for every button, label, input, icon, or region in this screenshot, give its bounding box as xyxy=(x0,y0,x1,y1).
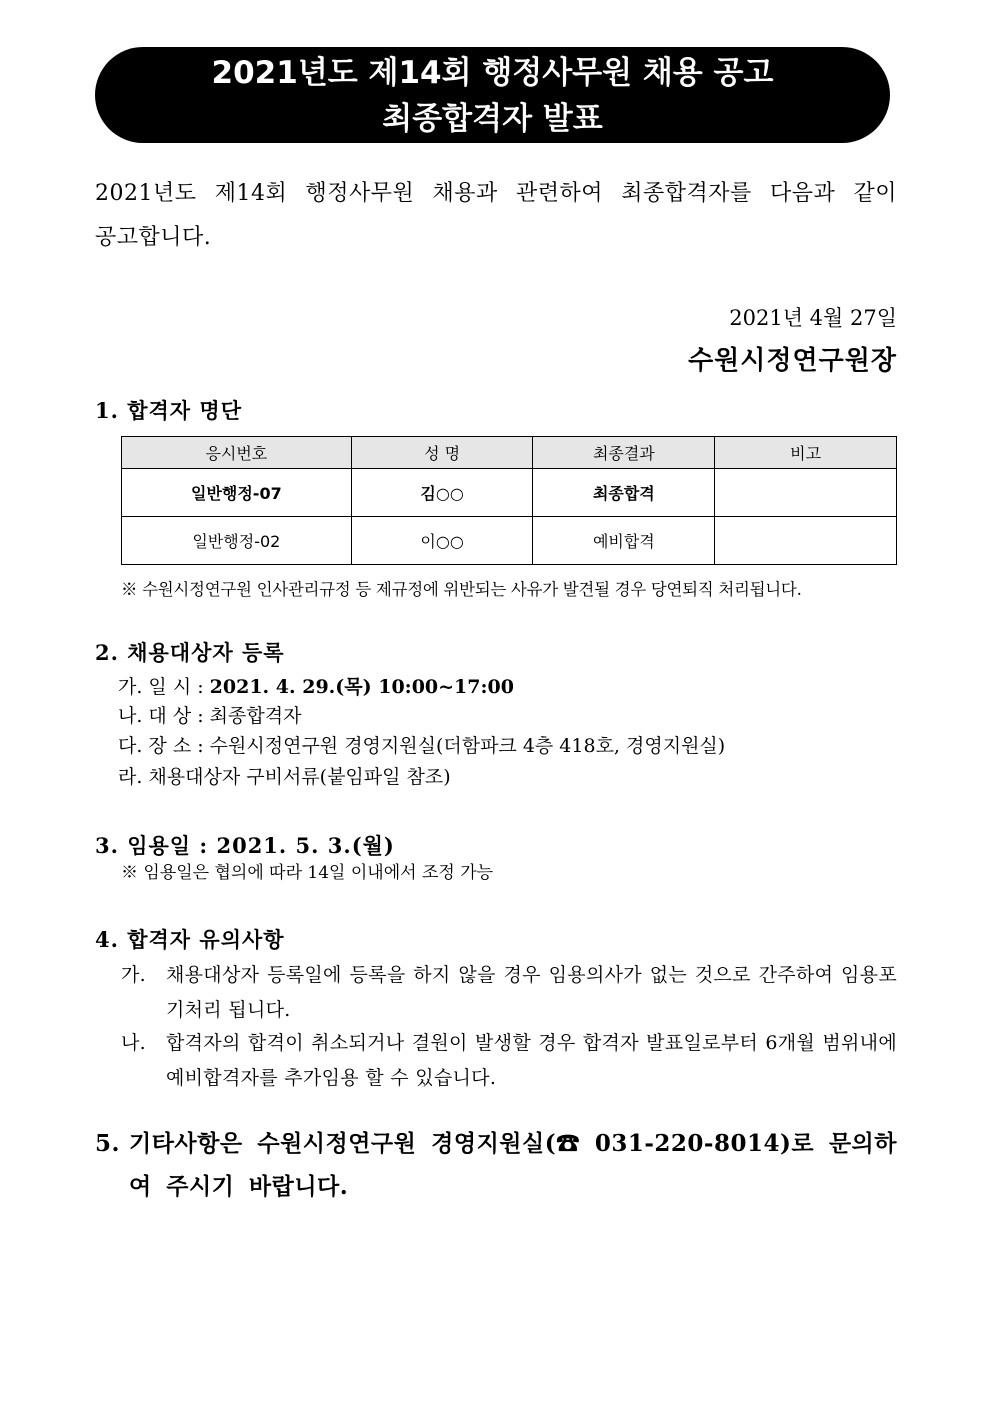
table-cell: 일반행정-07 xyxy=(122,469,352,517)
title-line-1: 2021년도 제14회 행정사무원 채용 공고 xyxy=(211,55,774,91)
table-cell: 예비합격 xyxy=(533,517,715,565)
notice-item xyxy=(121,1026,897,1096)
registration-documents xyxy=(118,762,451,789)
table-cell: 김○○ xyxy=(351,469,533,517)
section-1-heading: 1. 합격자 명단 xyxy=(95,398,242,423)
table-cell xyxy=(715,469,897,517)
section-2-heading: 2. 채용대상자 등록 xyxy=(95,640,285,665)
title-line-2: 최종합격자 발표 xyxy=(382,101,603,137)
table-cell: 이○○ xyxy=(351,517,533,565)
column-header: 성 명 xyxy=(351,437,533,469)
item-label: 가. 일 시 : xyxy=(118,676,210,698)
item-marker: 5. xyxy=(95,1130,121,1157)
item-marker: 나. xyxy=(121,1032,146,1054)
announcement-date: 2021년 4월 27일 xyxy=(729,306,897,330)
column-header: 최종결과 xyxy=(533,437,715,469)
section-3-heading: 3. 임용일 : 2021. 5. 3.(월) xyxy=(95,833,395,858)
title-banner xyxy=(95,47,890,143)
registration-place xyxy=(118,731,725,758)
column-header: 응시번호 xyxy=(122,437,352,469)
item-marker: 가. xyxy=(121,964,146,986)
contact-notice xyxy=(95,1122,897,1208)
table-row xyxy=(122,517,897,565)
notice-item xyxy=(121,958,897,1028)
results-table xyxy=(121,436,897,565)
intro-paragraph: 2021년도 제14회 행정사무원 채용과 관련하여 최종합격자를 다음과 같이 공고합니다. xyxy=(95,181,897,250)
item-label: 나. 대 상 : xyxy=(118,705,210,727)
item-value: 2021. 4. 29.(목) 10:00~17:00 xyxy=(209,676,514,698)
column-header: 비고 xyxy=(715,437,897,469)
table-header-row xyxy=(122,437,897,469)
item-value: 수원시정연구원 경영지원실(더함파크 4층 418호, 경영지원실) xyxy=(209,735,726,757)
item-value: 채용대상자 구비서류(붙임파일 참조) xyxy=(148,766,451,788)
table-cell: 일반행정-02 xyxy=(122,517,352,565)
section-4-heading: 4. 합격자 유의사항 xyxy=(95,927,285,952)
table-note: ※ 수원시정연구원 인사관리규정 등 제규정에 위반되는 사유가 발견될 경우 당연퇴직 처리됩니다. xyxy=(121,580,802,599)
table-cell: 최종합격 xyxy=(533,469,715,517)
signer: 수원시정연구원장 xyxy=(688,346,897,376)
registration-target xyxy=(118,701,301,728)
item-label: 다. 장 소 : xyxy=(118,735,210,757)
appointment-note: ※ 임용일은 협의에 따라 14일 이내에서 조정 가능 xyxy=(121,863,494,883)
item-value: 최종합격자 xyxy=(209,705,302,727)
table-row xyxy=(122,469,897,517)
registration-schedule xyxy=(118,672,514,699)
item-text: 기타사항은 수원시정연구원 경영지원실(☎ 031-220-8014)로 문의하여 주시기 바랍니다. xyxy=(129,1130,897,1200)
item-label: 라. xyxy=(118,766,149,788)
item-text: 채용대상자 등록일에 등록을 하지 않을 경우 임용의사가 없는 것으로 간주하여 임용포기처리 됩니다. xyxy=(166,964,897,1021)
item-text: 합격자의 합격이 취소되거나 결원이 발생할 경우 합격자 발표일로부터 6개월 범위내에 예비합격자를 추가임용 할 수 있습니다. xyxy=(166,1032,897,1089)
table-cell xyxy=(715,517,897,565)
